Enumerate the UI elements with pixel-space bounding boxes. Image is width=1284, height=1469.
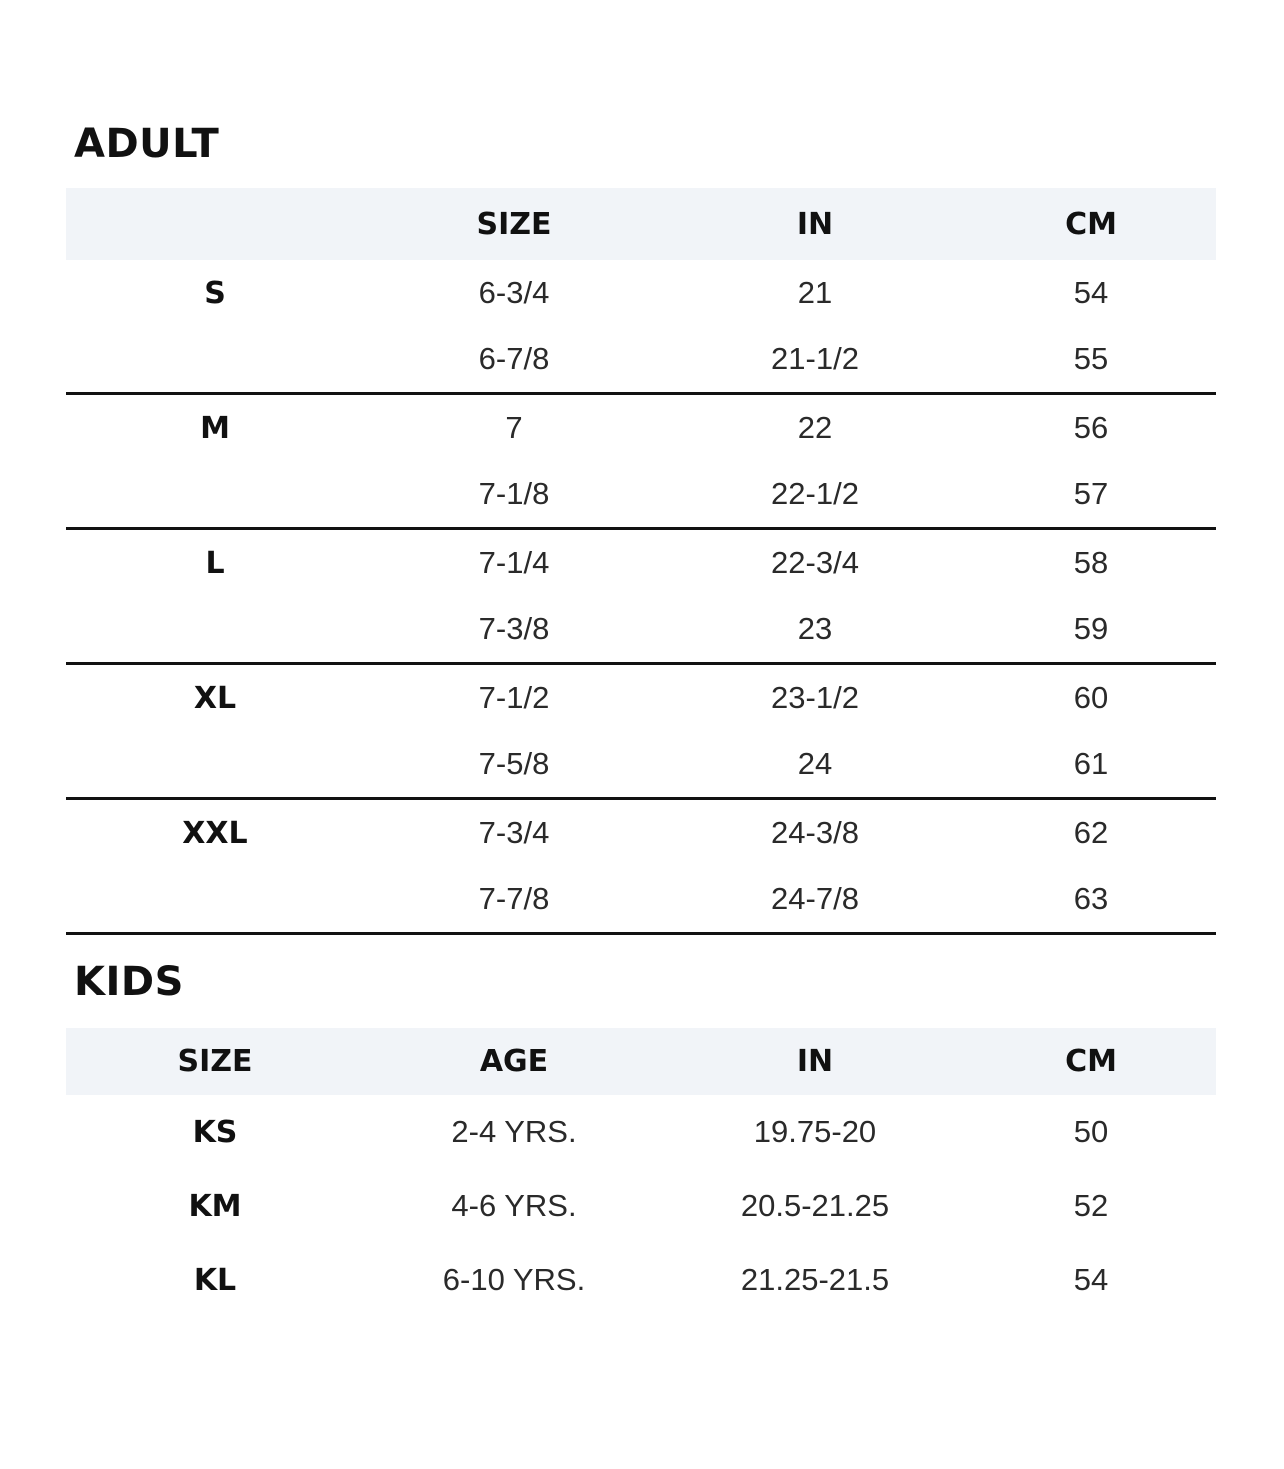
adult-cell-in: 22 <box>797 410 833 445</box>
adult-row-xl-2 <box>66 731 1216 799</box>
adult-cell-size: 7-1/4 <box>478 545 550 580</box>
adult-size-label-s: S <box>204 275 226 311</box>
adult-cell-in: 21 <box>797 275 833 310</box>
kids-size-label-km: KM <box>188 1188 242 1224</box>
adult-header-row <box>66 188 1216 260</box>
adult-cell-empty <box>66 326 364 394</box>
kids-size-label-kl: KL <box>193 1262 237 1298</box>
adult-cell-empty <box>66 461 364 529</box>
adult-row-l-2 <box>66 596 1216 664</box>
adult-cell-in: 21-1/2 <box>664 326 966 394</box>
adult-header-blank <box>66 188 364 260</box>
adult-cell-cm: 56 <box>1073 410 1109 445</box>
kids-header-in: IN <box>664 1028 966 1095</box>
kids-cell-age: 2-4 YRS. <box>451 1114 577 1149</box>
adult-cell-empty <box>66 866 364 934</box>
adult-cell-size: 6-7/8 <box>364 326 664 394</box>
kids-size-label-ks: KS <box>192 1114 238 1150</box>
adult-row-m-2 <box>66 461 1216 529</box>
adult-cell-size: 7-1/8 <box>364 461 664 529</box>
kids-header-row <box>66 1028 1216 1095</box>
kids-row-kl <box>66 1243 1216 1317</box>
adult-row-s-2 <box>66 326 1216 394</box>
adult-size-label-xl: XL <box>193 680 237 716</box>
adult-header-in: IN <box>664 188 966 260</box>
adult-row-xxl-2 <box>66 866 1216 934</box>
adult-cell-size: 7-7/8 <box>364 866 664 934</box>
adult-size-label-xxl: XXL <box>182 815 248 851</box>
adult-cell-size: 7 <box>505 410 523 445</box>
adult-cell-size: 7-5/8 <box>364 731 664 799</box>
adult-cell-size: 7-3/4 <box>478 815 550 850</box>
kids-size-table <box>66 1028 1216 1317</box>
kids-cell-in: 20.5-21.25 <box>740 1188 890 1223</box>
adult-cell-in: 24 <box>664 731 966 799</box>
adult-cell-size: 7-1/2 <box>478 680 550 715</box>
adult-cell-in: 22-3/4 <box>771 545 859 580</box>
adult-cell-cm: 55 <box>966 326 1216 394</box>
kids-row-km <box>66 1169 1216 1243</box>
adult-cell-in: 24-3/8 <box>771 815 859 850</box>
adult-cell-empty <box>66 596 364 664</box>
adult-section-title: ADULT <box>74 121 220 167</box>
kids-header-age: AGE <box>364 1028 664 1095</box>
adult-cell-in: 24-7/8 <box>664 866 966 934</box>
adult-size-label-l: L <box>205 545 225 581</box>
kids-cell-cm: 54 <box>1073 1262 1109 1297</box>
kids-cell-age: 6-10 YRS. <box>442 1262 586 1297</box>
adult-cell-in: 22-1/2 <box>664 461 966 529</box>
adult-cell-size: 7-3/8 <box>364 596 664 664</box>
kids-row-ks <box>66 1095 1216 1169</box>
adult-row-s-1 <box>66 260 1216 326</box>
adult-cell-cm: 61 <box>966 731 1216 799</box>
adult-cell-cm: 57 <box>966 461 1216 529</box>
adult-cell-cm: 58 <box>1073 545 1109 580</box>
adult-size-label-m: M <box>200 410 230 446</box>
adult-header-cm: CM <box>966 188 1216 260</box>
adult-cell-cm: 62 <box>1073 815 1109 850</box>
adult-row-l-1 <box>66 529 1216 597</box>
adult-header-size: SIZE <box>364 188 664 260</box>
adult-size-table <box>66 188 1216 935</box>
kids-cell-cm: 50 <box>1073 1114 1109 1149</box>
adult-row-xxl-1 <box>66 799 1216 867</box>
adult-cell-empty <box>66 731 364 799</box>
adult-cell-cm: 60 <box>1073 680 1109 715</box>
kids-header-cm: CM <box>966 1028 1216 1095</box>
kids-cell-age: 4-6 YRS. <box>451 1188 577 1223</box>
adult-cell-cm: 54 <box>1073 275 1109 310</box>
kids-section-title: KIDS <box>74 959 184 1005</box>
kids-header-size: SIZE <box>66 1028 364 1095</box>
adult-cell-size: 6-3/4 <box>478 275 550 310</box>
adult-cell-in: 23 <box>664 596 966 664</box>
kids-cell-in: 19.75-20 <box>753 1114 877 1149</box>
adult-row-xl-1 <box>66 664 1216 732</box>
kids-cell-in: 21.25-21.5 <box>740 1262 890 1297</box>
adult-row-m-1 <box>66 394 1216 462</box>
adult-cell-in: 23-1/2 <box>771 680 859 715</box>
adult-cell-cm: 63 <box>966 866 1216 934</box>
adult-cell-cm: 59 <box>966 596 1216 664</box>
kids-cell-cm: 52 <box>1073 1188 1109 1223</box>
